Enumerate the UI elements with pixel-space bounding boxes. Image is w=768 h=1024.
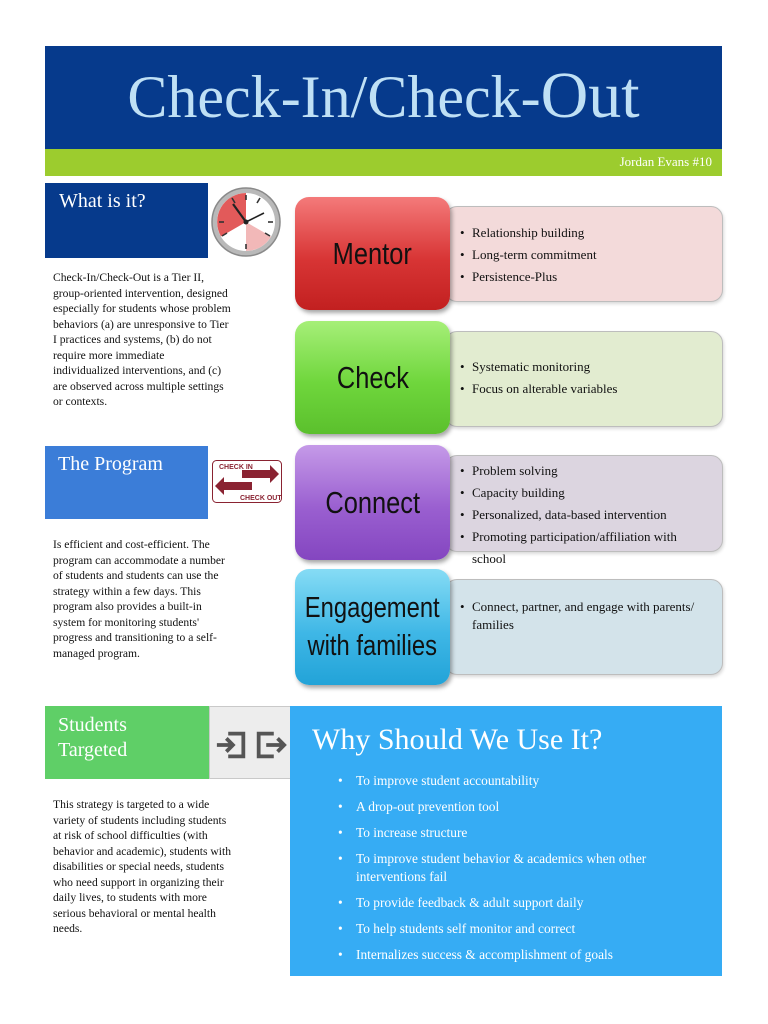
engagement-pill	[295, 569, 450, 685]
mentor-label: Mentor	[332, 235, 413, 271]
components-diagram	[295, 195, 725, 690]
program-description: Is efficient and cost-efficient. The program can accommodate a number of students and students can use the strategy within a few days. This program also provides a built-in system for monitoring students' progress and transitioning to a self-managed program.	[53, 538, 225, 660]
sign-check-out-text: CHECK OUT	[240, 495, 282, 502]
what-description: Check-In/Check-Out is a Tier II, group-oriented intervention, designed especially for students whose problem behaviors (a) are unresponsive to Tier I practices and systems, (b) do not require more immediate individualized interventions, and (c) are observed across multiple settings or contexts.	[53, 271, 231, 408]
check-in-check-out-sign-icon	[212, 460, 282, 503]
why-list	[338, 772, 710, 972]
page-title	[45, 56, 722, 137]
list-item: • Connect, partner, and engage with parents/ families	[460, 598, 714, 634]
list-item: • Persistence-Plus	[460, 266, 714, 288]
list-item: • Personalized, data-based intervention	[460, 504, 714, 526]
list-item: • Relationship building	[460, 222, 714, 244]
author-name: Jordan Evans #10	[619, 154, 712, 169]
program-box	[45, 446, 208, 519]
list-item: • Systematic monitoring	[460, 356, 714, 378]
sign-check-in-text: CHECK IN	[219, 464, 253, 471]
check-pill	[295, 321, 450, 434]
students-description: This strategy is targeted to a wide variety of students including students at risk of school difficulties (with behavior and academic), students with disabilities or special needs, students who need support in organizing their daily lives, to students with more serious behavioral or mental health needs.	[53, 798, 232, 935]
clock-icon	[210, 186, 282, 258]
list-item: • Promoting participation/affiliation with school	[460, 526, 714, 570]
check-label: Check	[336, 359, 409, 395]
students-targeted-box	[45, 706, 209, 779]
mentor-panel	[445, 206, 723, 302]
list-item: • To help students self monitor and correct	[338, 920, 710, 938]
list-item: • To improve student accountability	[338, 772, 710, 790]
program-heading: The Program	[58, 453, 163, 475]
mentor-pill	[295, 197, 450, 310]
check-panel	[445, 331, 723, 427]
title-banner	[45, 46, 722, 149]
connect-label: Connect	[325, 484, 420, 520]
list-item: • Internalizes success & accomplishment of goals	[338, 946, 710, 964]
connect-pill	[295, 445, 450, 560]
list-item: • Capacity building	[460, 482, 714, 504]
author-bar	[45, 149, 722, 176]
engagement-label: Engagement with families	[305, 592, 440, 662]
enter-exit-icons	[209, 706, 291, 779]
title-part2: Out	[540, 59, 640, 132]
why-use-it-box	[290, 706, 722, 976]
students-heading: Students Targeted	[58, 714, 128, 761]
list-item: • To improve student behavior & academics when other interventions fail	[338, 850, 710, 886]
why-heading: Why Should We Use It?	[312, 723, 603, 756]
connect-panel	[445, 455, 723, 566]
what-heading: What is it?	[59, 190, 146, 212]
what-is-it-box	[45, 183, 208, 258]
list-item: • Long-term commitment	[460, 244, 714, 266]
list-item: • Problem solving	[460, 460, 714, 482]
list-item: • To provide feedback & adult support daily	[338, 894, 710, 912]
enter-icon	[215, 728, 249, 762]
exit-icon	[253, 728, 287, 762]
title-part1: Check-In/Check-	[127, 64, 541, 130]
list-item: • A drop-out prevention tool	[338, 798, 710, 816]
engagement-panel	[445, 579, 723, 675]
list-item: • To increase structure	[338, 824, 710, 842]
list-item: • Focus on alterable variables	[460, 378, 714, 400]
